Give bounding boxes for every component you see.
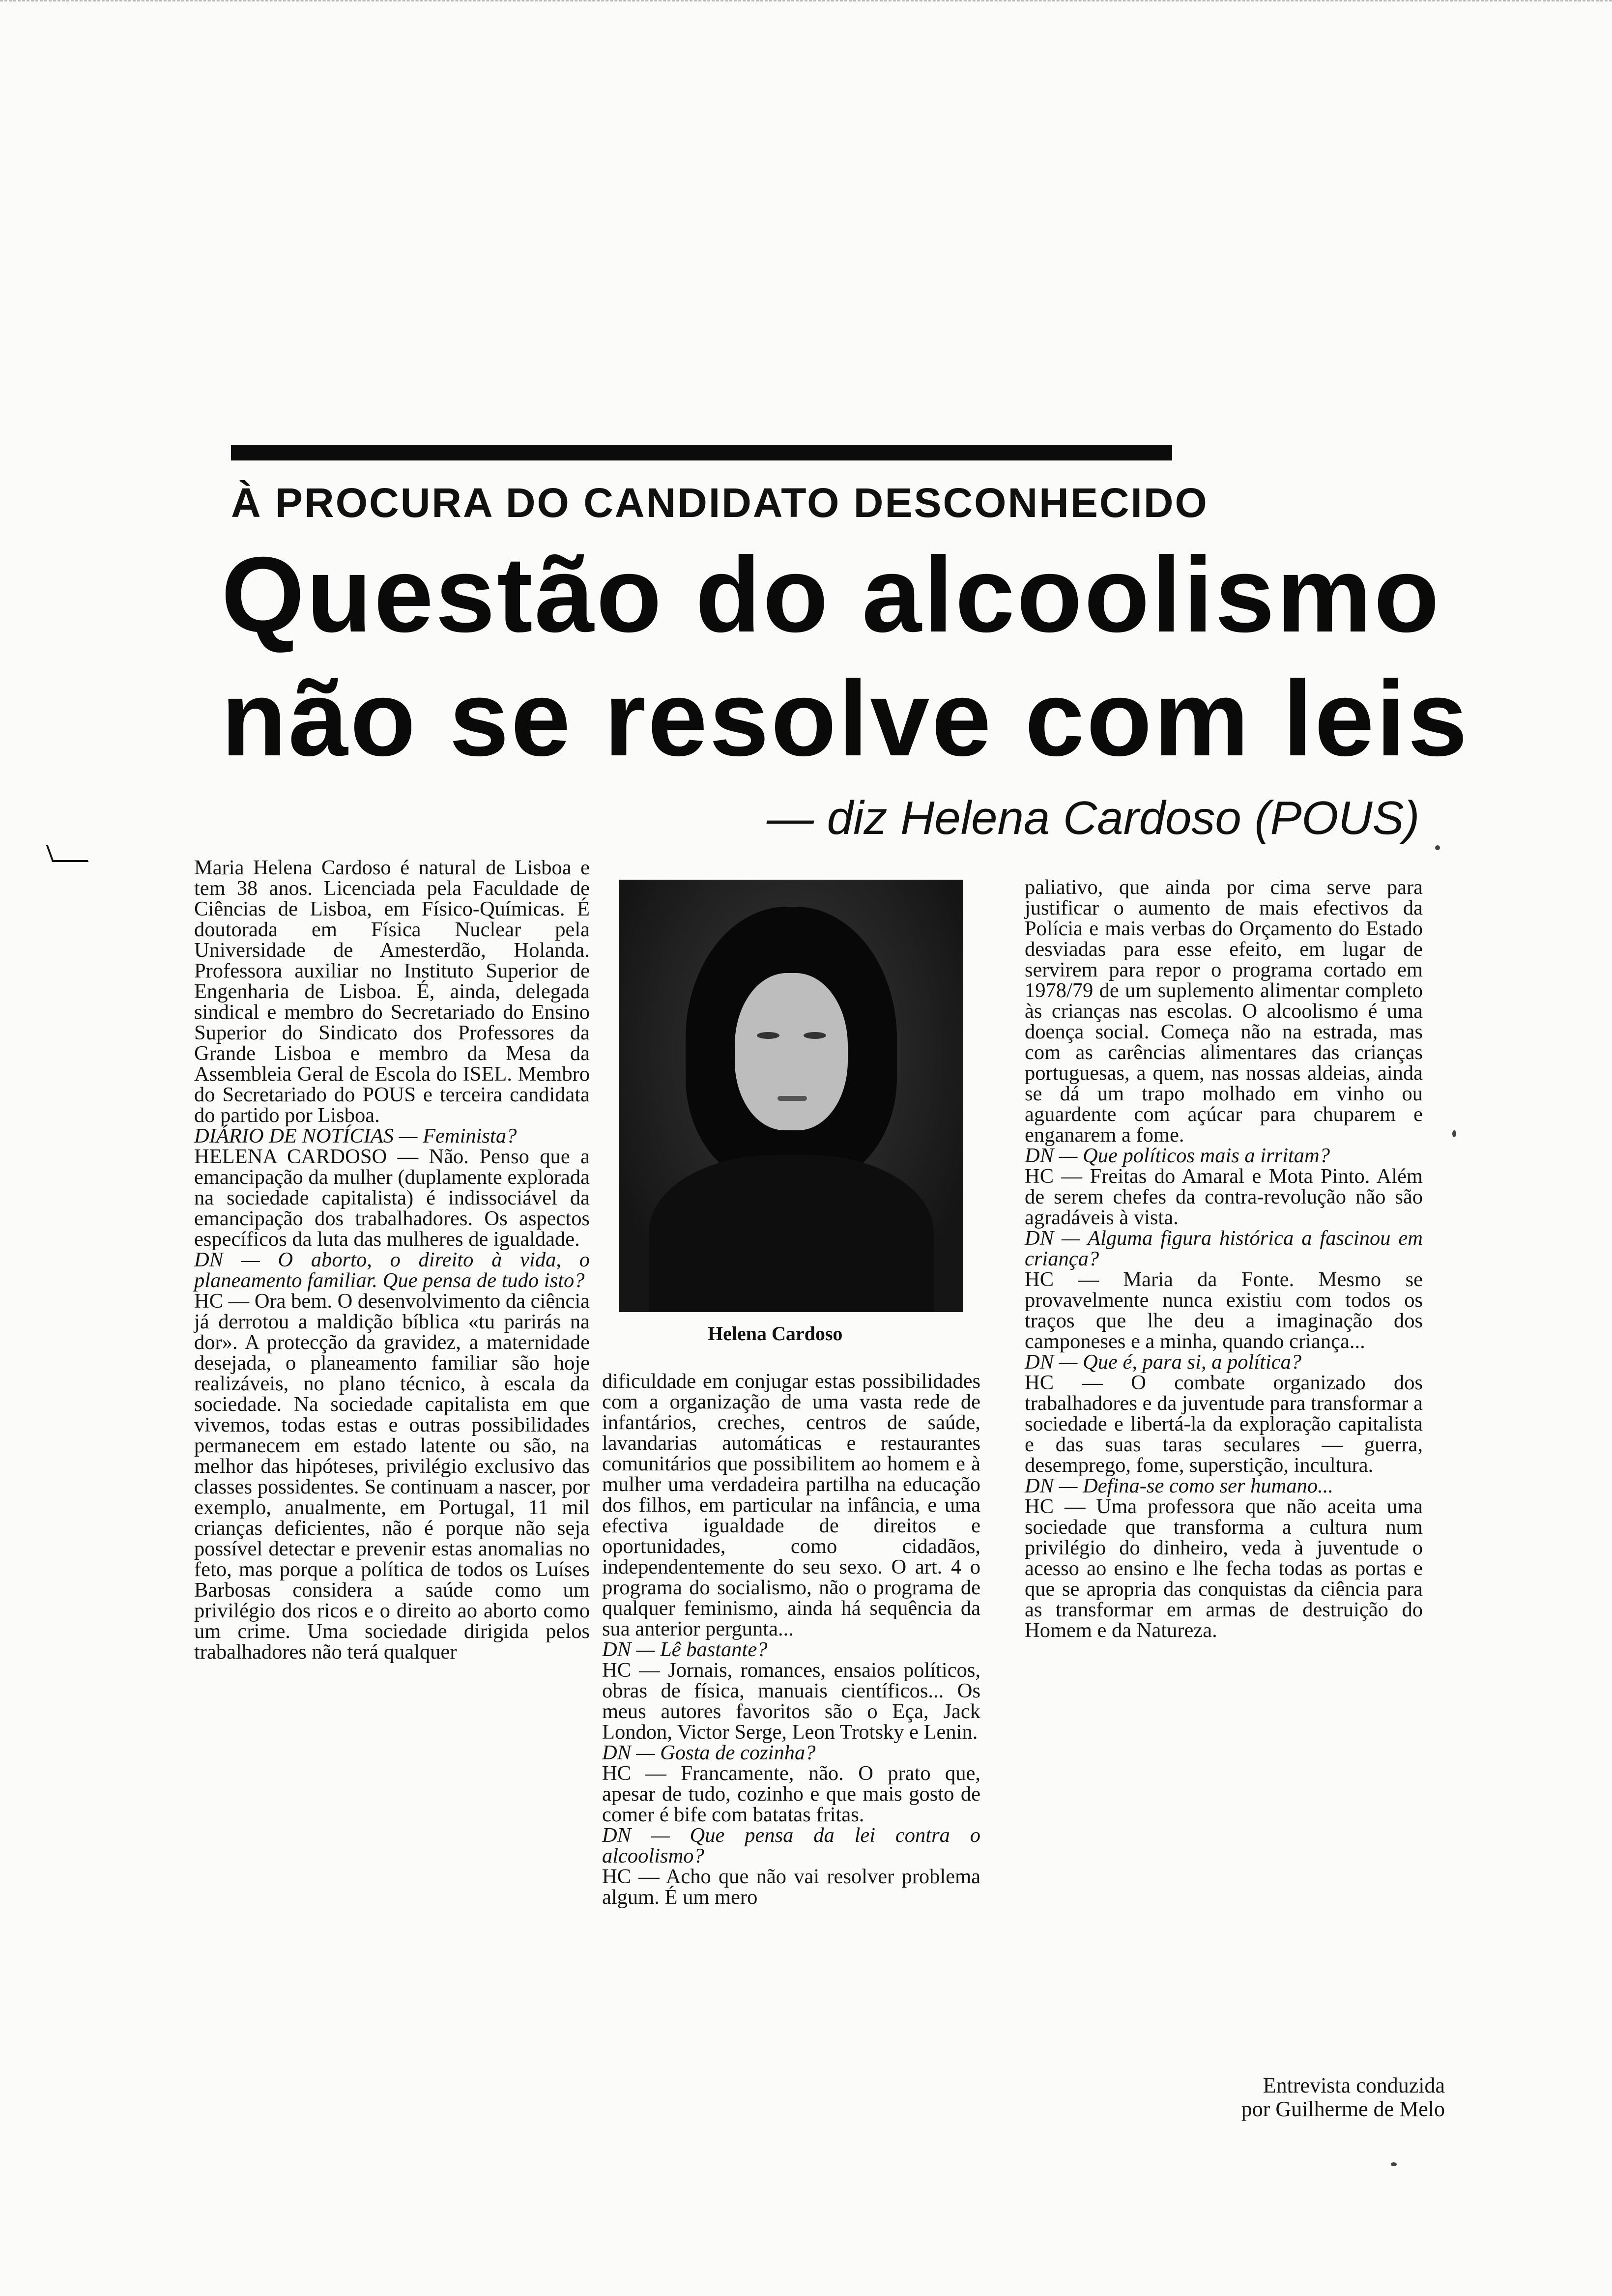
scan-speck <box>1452 1130 1456 1137</box>
text-column-3 <box>1025 877 1423 2066</box>
answer-5: HC — Acho que não vai resolver problema algum. É um mero <box>602 1865 980 1909</box>
interviewer-credit <box>1101 2074 1445 2121</box>
headline-line-2: não se resolve com leis <box>221 659 1469 778</box>
header-rule <box>231 445 1172 460</box>
article-byline: — diz Helena Cardoso (POUS) <box>767 792 1420 844</box>
answer-9: HC — Uma professora que não aceita uma sociedade que transforma a cultura num privilégio do dinheiro, veda à juventude o acesso ao ensino e lhe fecha todas as portas e que se apropria das conquistas da ciência para as transformar em armas de destruição do Homem e da Natureza. <box>1025 1495 1423 1642</box>
credit-line-1: Entrevista conduzida <box>1263 2073 1445 2097</box>
question-9: DN — Defina-se como ser humano... <box>1025 1474 1333 1497</box>
answer-7: HC — Maria da Fonte. Mesmo se provavelmente nunca existiu com todos os traços que lhe deu a imaginação dos camponeses e a minha, quando criança... <box>1025 1268 1423 1353</box>
answer-2: HC — Ora bem. O desenvolvimento da ciência já derrotou a maldição bíblica «tu parirás na dor». A protecção da gravidez, a maternidade desejada, o planeamento familiar são hoje realizáveis, no plano técnico, à escala da sociedade. Na sociedade capitalista em que vivemos, todas estas e outras possibilidades permanecem em estado latente ou são, na melhor das hipóteses, privilégio exclusivo das classes possidentes. Se continuam a nascer, por exemplo, anualmente, em Portugal, 11 mil crianças deficientes, não é porque não seja possível detectar e prevenir estas anomalias no feto, mas porque a política de todos os Luíses Barbosas considera a saúde como um privilégio dos ricos e o direito ao aborto como um crime. Uma sociedade dirigida pelos trabalhadores não terá qualquer <box>194 1290 590 1664</box>
question-6: DN — Que políticos mais a irritam? <box>1025 1144 1330 1167</box>
portrait-photo <box>619 880 963 1312</box>
question-4: DN — Gosta de cozinha? <box>602 1741 816 1764</box>
headline-line-1: Questão do alcoolismo <box>221 535 1441 655</box>
credit-line-2: por Guilherme de Melo <box>1241 2097 1445 2121</box>
article-headline <box>221 533 1469 781</box>
answer-2-continued: dificuldade em conjugar estas possibilidades com a organização de uma vasta rede de infantários, creches, centros de saúde, lavandarias automáticas e restaurantes comunitários que possibilitem ao homem e à mulher uma verdadeira partilha na educação dos filhos, em particular na infância, e uma efectiva igualdade de direitos e oportunidades, como cidadãos, independentemente do seu sexo. O art. 4 o programa do socialismo, não o programa de qualquer feminismo, ainda há sequência da sua anterior pergunta... <box>602 1370 980 1640</box>
margin-mark <box>46 845 88 862</box>
photo-caption: Helena Cardoso <box>708 1322 843 1345</box>
question-1: DIÁRIO DE NOTÍCIAS — Feminista? <box>194 1124 517 1148</box>
question-5: DN — Que pensa da lei contra o alcoolismo? <box>602 1824 980 1867</box>
scan-speck <box>1391 2162 1397 2166</box>
question-2: DN — O aborto, o direito à vida, o planeamento familiar. Que pensa de tudo isto? <box>194 1248 590 1292</box>
text-column-1 <box>194 858 590 2071</box>
answer-4: HC — Francamente, não. O prato que, apesar de tudo, cozinho e que mais gosto de comer é bife com batatas fritas. <box>602 1762 980 1826</box>
answer-5-continued: paliativo, que ainda por cima serve para justificar o aumento de mais efectivos da Polícia e mais verbas do Orçamento do Estado desviadas para esse efeito, em lugar de servirem para repor o programa cortado em 1978/79 de um suplemento alimentar completo às crianças nas escolas. O alcoolismo é uma doença social. Começa não na estrada, mas com as carências alimentares das crianças portuguesas, a quem, nas nossas aldeias, ainda se dá um trapo molhado em vinho ou aguardente com açúcar para chuparem e enganarem a fome. <box>1025 876 1423 1147</box>
text-column-2 <box>602 1371 980 2069</box>
question-7: DN — Alguma figura histórica a fascinou em criança? <box>1025 1227 1423 1270</box>
question-8: DN — Que é, para si, a política? <box>1025 1350 1302 1374</box>
scan-speck <box>1435 845 1440 850</box>
bio-paragraph: Maria Helena Cardoso é natural de Lisboa e tem 38 anos. Licenciada pela Faculdade de Ciências de Lisboa, em Físico-Químicas. É doutorada em Física Nuclear pela Universidade de Amesterdão, Holanda. Professora auxiliar no Instituto Superior de Engenharia de Lisboa. É, ainda, delegada sindical e membro do Secretariado do Ensino Superior do Sindicato dos Professores da Grande Lisboa e membro da Mesa da Assembleia Geral de Escola do ISEL. Membro do Secretariado do POUS e terceira candidata do partido por Lisboa. <box>194 856 590 1127</box>
answer-1: HELENA CARDOSO — Não. Penso que a emancipação da mulher (duplamente explorada na sociedade capitalista) é indissociável da emancipação dos trabalhadores. Os aspectos específicos da luta das mulheres de igualdade. <box>194 1145 590 1251</box>
answer-3: HC — Jornais, romances, ensaios políticos, obras de física, manuais científicos... Os meus autores favoritos são o Eça, Jack London, Victor Serge, Leon Trotsky e Lenin. <box>602 1659 980 1744</box>
article-kicker: À PROCURA DO CANDIDATO DESCONHECIDO <box>231 480 1209 526</box>
top-scan-edge <box>0 0 1612 8</box>
question-3: DN — Lê bastante? <box>602 1638 768 1661</box>
answer-6: HC — Freitas do Amaral e Mota Pinto. Além de serem chefes da contra-revolução não são agradáveis à vista. <box>1025 1165 1423 1229</box>
answer-8: HC — O combate organizado dos trabalhadores e da juventude para transformar a sociedade e libertá-la da exploração capitalista e das suas taras seculares — guerra, desemprego, fome, superstição, incultura. <box>1025 1371 1423 1477</box>
